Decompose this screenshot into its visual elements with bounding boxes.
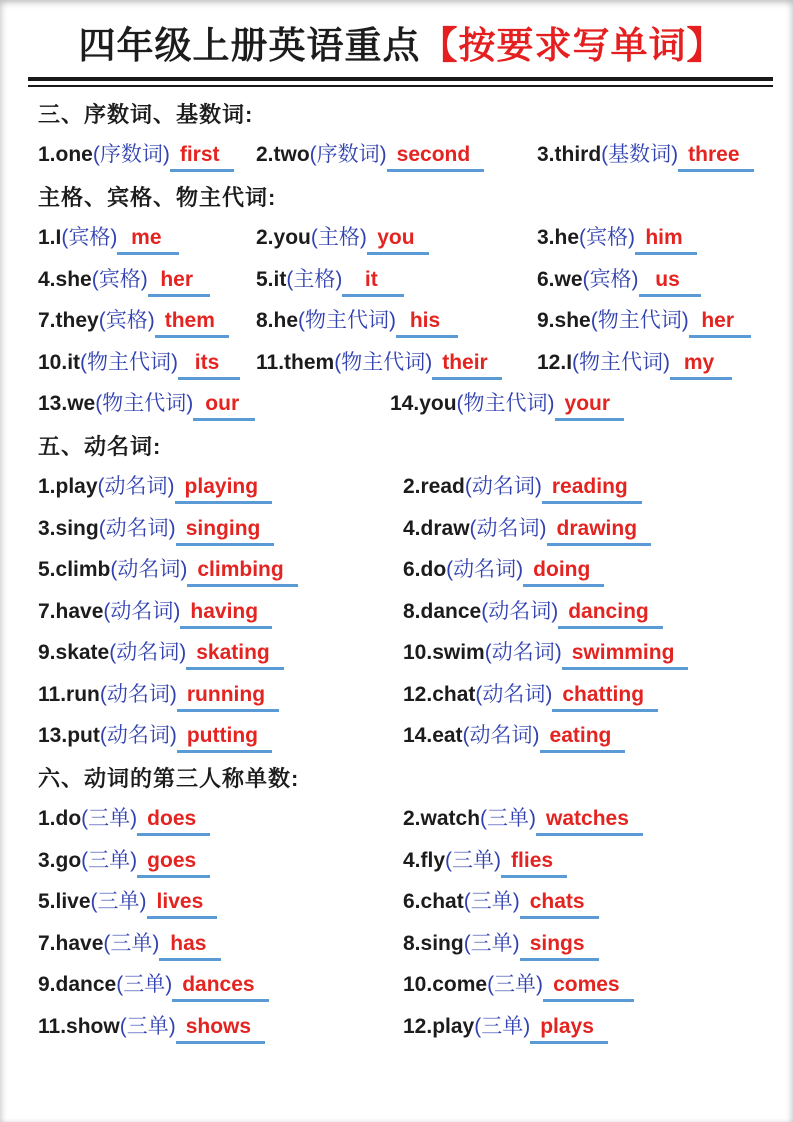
worksheet-row [38, 840, 765, 882]
worksheet-section [38, 176, 765, 425]
grammar-hint: (物主代词) [334, 350, 433, 374]
question-word: 5.climb [38, 558, 111, 582]
grammar-hint: (序数词) [309, 143, 387, 167]
grammar-hint: (动名词) [110, 558, 188, 582]
question-word: 13.we [38, 392, 96, 416]
question-word: 2.two [256, 143, 310, 167]
grammar-hint: (动名词) [469, 516, 547, 540]
grammar-hint: (动名词) [464, 475, 542, 499]
exercise-item [403, 802, 643, 836]
exercise-item [403, 719, 625, 753]
answer-blank: three [678, 143, 753, 172]
worksheet-row [38, 923, 765, 965]
answer-blank: eating [540, 724, 626, 753]
exercise-item [38, 263, 256, 297]
exercise-item [38, 636, 403, 670]
answer-blank: it [342, 268, 404, 297]
worksheet-section [38, 93, 765, 176]
exercise-item [403, 553, 604, 587]
grammar-hint: (宾格) [91, 267, 148, 291]
exercise-item [38, 221, 256, 255]
answer-blank: does [137, 807, 210, 836]
exercise-item [38, 346, 256, 380]
exercise-item [403, 678, 658, 712]
answer-blank: skating [186, 641, 284, 670]
grammar-hint: (动名词) [446, 558, 524, 582]
exercise-item [537, 263, 701, 297]
question-word: 9.skate [38, 641, 110, 665]
question-word: 2.watch [403, 807, 481, 831]
answer-blank: watches [536, 807, 643, 836]
answer-blank: reading [542, 475, 642, 504]
question-word: 12.play [403, 1014, 475, 1038]
grammar-hint: (三单) [463, 931, 520, 955]
grammar-hint: (动名词) [484, 641, 562, 665]
exercise-item [256, 263, 537, 297]
grammar-hint: (动名词) [99, 724, 177, 748]
answer-blank: them [155, 309, 229, 338]
answer-blank: my [670, 351, 732, 380]
page-title-black: 四年级上册英语重点 [78, 25, 421, 66]
answer-blank: doing [523, 558, 604, 587]
answer-blank: plays [530, 1015, 608, 1044]
grammar-hint: (宾格) [61, 226, 118, 250]
question-word: 12.chat [403, 682, 476, 706]
answer-blank: flies [501, 849, 567, 878]
worksheet-row [38, 882, 765, 924]
worksheet-row [38, 1006, 765, 1048]
title-divider [28, 77, 773, 87]
exercise-item [403, 595, 663, 629]
question-word: 3.go [38, 848, 82, 872]
grammar-hint: (动名词) [109, 641, 187, 665]
grammar-hint: (三单) [445, 848, 502, 872]
exercise-item [403, 927, 599, 961]
worksheet-row [38, 550, 765, 592]
worksheet-row [38, 633, 765, 675]
grammar-hint: (动名词) [481, 599, 559, 623]
worksheet-row [38, 799, 765, 841]
question-word: 3.third [537, 143, 602, 167]
exercise-item [38, 387, 390, 421]
answer-blank: second [387, 143, 485, 172]
grammar-hint: (三单) [90, 890, 147, 914]
grammar-hint: (动名词) [475, 682, 553, 706]
exercise-item [403, 636, 688, 670]
question-word: 9.she [537, 309, 591, 333]
question-word: 4.she [38, 267, 92, 291]
answer-blank: singing [176, 517, 275, 546]
exercise-item [256, 346, 537, 380]
grammar-hint: (三单) [480, 807, 537, 831]
exercise-item [38, 512, 403, 546]
worksheet-row [38, 591, 765, 633]
question-word: 1.one [38, 143, 93, 167]
grammar-hint: (动名词) [99, 682, 177, 706]
question-word: 14.eat [403, 724, 463, 748]
answer-blank: climbing [187, 558, 297, 587]
exercise-item [256, 138, 537, 172]
worksheet-row [38, 135, 765, 177]
answer-blank: our [193, 392, 255, 421]
answer-blank: you [367, 226, 429, 255]
exercise-item [38, 968, 403, 1002]
grammar-hint: (宾格) [582, 267, 639, 291]
question-word: 6.chat [403, 890, 464, 914]
answer-blank: their [432, 351, 502, 380]
grammar-hint: (三单) [119, 1014, 176, 1038]
question-word: 8.he [256, 309, 299, 333]
answer-blank: running [177, 683, 279, 712]
exercise-item [38, 885, 403, 919]
grammar-hint: (动名词) [462, 724, 540, 748]
grammar-hint: (动名词) [103, 599, 181, 623]
worksheet-row [38, 301, 765, 343]
grammar-hint: (物主代词) [590, 309, 689, 333]
worksheet-section [38, 757, 765, 1048]
grammar-hint: (三单) [463, 890, 520, 914]
question-word: 5.it [256, 267, 287, 291]
grammar-hint: (物主代词) [298, 309, 397, 333]
exercise-item [537, 138, 754, 172]
grammar-hint: (物主代词) [572, 350, 671, 374]
section-heading: 六、动词的第三人称单数: [38, 766, 300, 792]
exercise-item [537, 221, 697, 255]
grammar-hint: (物主代词) [95, 392, 194, 416]
answer-blank: drawing [547, 517, 652, 546]
question-word: 11.show [38, 1014, 120, 1038]
question-word: 10.swim [403, 641, 485, 665]
exercise-item [537, 304, 751, 338]
page-title [38, 22, 765, 70]
worksheet-row [38, 384, 765, 426]
exercise-item [38, 138, 256, 172]
section-heading: 主格、宾格、物主代词: [38, 185, 277, 211]
exercise-item [38, 844, 403, 878]
question-word: 1.I [38, 226, 62, 250]
grammar-hint: (主格) [286, 267, 343, 291]
worksheet-row [38, 965, 765, 1007]
grammar-hint: (三单) [116, 973, 173, 997]
answer-blank: me [117, 226, 179, 255]
worksheet-section [38, 425, 765, 757]
question-word: 7.have [38, 599, 104, 623]
answer-blank: its [178, 351, 240, 380]
section-heading: 三、序数词、基数词: [38, 102, 254, 128]
worksheet-row [38, 508, 765, 550]
answer-blank: dances [172, 973, 268, 1002]
question-word: 7.have [38, 931, 104, 955]
grammar-hint: (三单) [81, 848, 138, 872]
answer-blank: him [635, 226, 697, 255]
exercise-item [38, 1010, 403, 1044]
answer-blank: goes [137, 849, 210, 878]
exercise-item [38, 802, 403, 836]
answer-blank: us [639, 268, 701, 297]
answer-blank: first [170, 143, 234, 172]
answer-blank: swimming [562, 641, 689, 670]
grammar-hint: (动名词) [98, 516, 176, 540]
grammar-hint: (宾格) [98, 309, 155, 333]
worksheet-row [38, 467, 765, 509]
worksheet-row [38, 259, 765, 301]
answer-blank: shows [176, 1015, 265, 1044]
question-word: 14.you [390, 392, 457, 416]
section-heading: 五、动名词: [38, 434, 162, 460]
answer-blank: playing [175, 475, 273, 504]
exercise-item [390, 387, 624, 421]
exercise-item [38, 719, 403, 753]
question-word: 1.play [38, 475, 98, 499]
question-word: 2.read [403, 475, 465, 499]
grammar-hint: (物主代词) [80, 350, 179, 374]
question-word: 8.dance [403, 599, 482, 623]
exercise-item [403, 844, 567, 878]
exercise-item [38, 470, 403, 504]
grammar-hint: (宾格) [579, 226, 636, 250]
page-title-red: 【按要求写单词】 [420, 25, 725, 66]
worksheet-body [38, 93, 765, 1048]
worksheet-row [38, 218, 765, 260]
question-word: 11.run [38, 682, 100, 706]
worksheet-row [38, 716, 765, 758]
grammar-hint: (三单) [487, 973, 544, 997]
question-word: 7.they [38, 309, 99, 333]
exercise-item [403, 1010, 608, 1044]
answer-blank: your [555, 392, 625, 421]
answer-blank: putting [177, 724, 272, 753]
question-word: 13.put [38, 724, 100, 748]
grammar-hint: (三单) [474, 1014, 531, 1038]
answer-blank: her [148, 268, 210, 297]
answer-blank: lives [147, 890, 218, 919]
grammar-hint: (三单) [81, 807, 138, 831]
worksheet-row [38, 342, 765, 384]
question-word: 12.I [537, 350, 573, 374]
answer-blank: having [180, 600, 272, 629]
question-word: 4.draw [403, 516, 470, 540]
question-word: 3.he [537, 226, 580, 250]
exercise-item [403, 512, 651, 546]
grammar-hint: (物主代词) [456, 392, 555, 416]
exercise-item [537, 346, 732, 380]
grammar-hint: (三单) [103, 931, 160, 955]
grammar-hint: (主格) [310, 226, 367, 250]
answer-blank: chats [520, 890, 599, 919]
worksheet-row [38, 674, 765, 716]
exercise-item [38, 304, 256, 338]
exercise-item [38, 678, 403, 712]
answer-blank: dancing [558, 600, 663, 629]
question-word: 9.dance [38, 973, 117, 997]
answer-blank: chatting [552, 683, 658, 712]
answer-blank: his [396, 309, 458, 338]
question-word: 8.sing [403, 931, 464, 955]
exercise-item [256, 221, 537, 255]
question-word: 2.you [256, 226, 311, 250]
answer-blank: her [689, 309, 751, 338]
exercise-item [38, 553, 403, 587]
grammar-hint: (动名词) [97, 475, 175, 499]
exercise-item [38, 595, 403, 629]
exercise-item [403, 885, 599, 919]
exercise-item [38, 927, 403, 961]
grammar-hint: (基数词) [601, 143, 679, 167]
question-word: 10.come [403, 973, 488, 997]
question-word: 10.it [38, 350, 81, 374]
exercise-item [403, 470, 642, 504]
answer-blank: has [159, 932, 221, 961]
question-word: 1.do [38, 807, 82, 831]
exercise-item [403, 968, 634, 1002]
answer-blank: comes [543, 973, 634, 1002]
grammar-hint: (序数词) [92, 143, 170, 167]
answer-blank: sings [520, 932, 599, 961]
exercise-item [256, 304, 537, 338]
question-word: 5.live [38, 890, 91, 914]
question-word: 6.do [403, 558, 447, 582]
question-word: 3.sing [38, 516, 99, 540]
question-word: 4.fly [403, 848, 446, 872]
question-word: 11.them [256, 350, 335, 374]
question-word: 6.we [537, 267, 583, 291]
